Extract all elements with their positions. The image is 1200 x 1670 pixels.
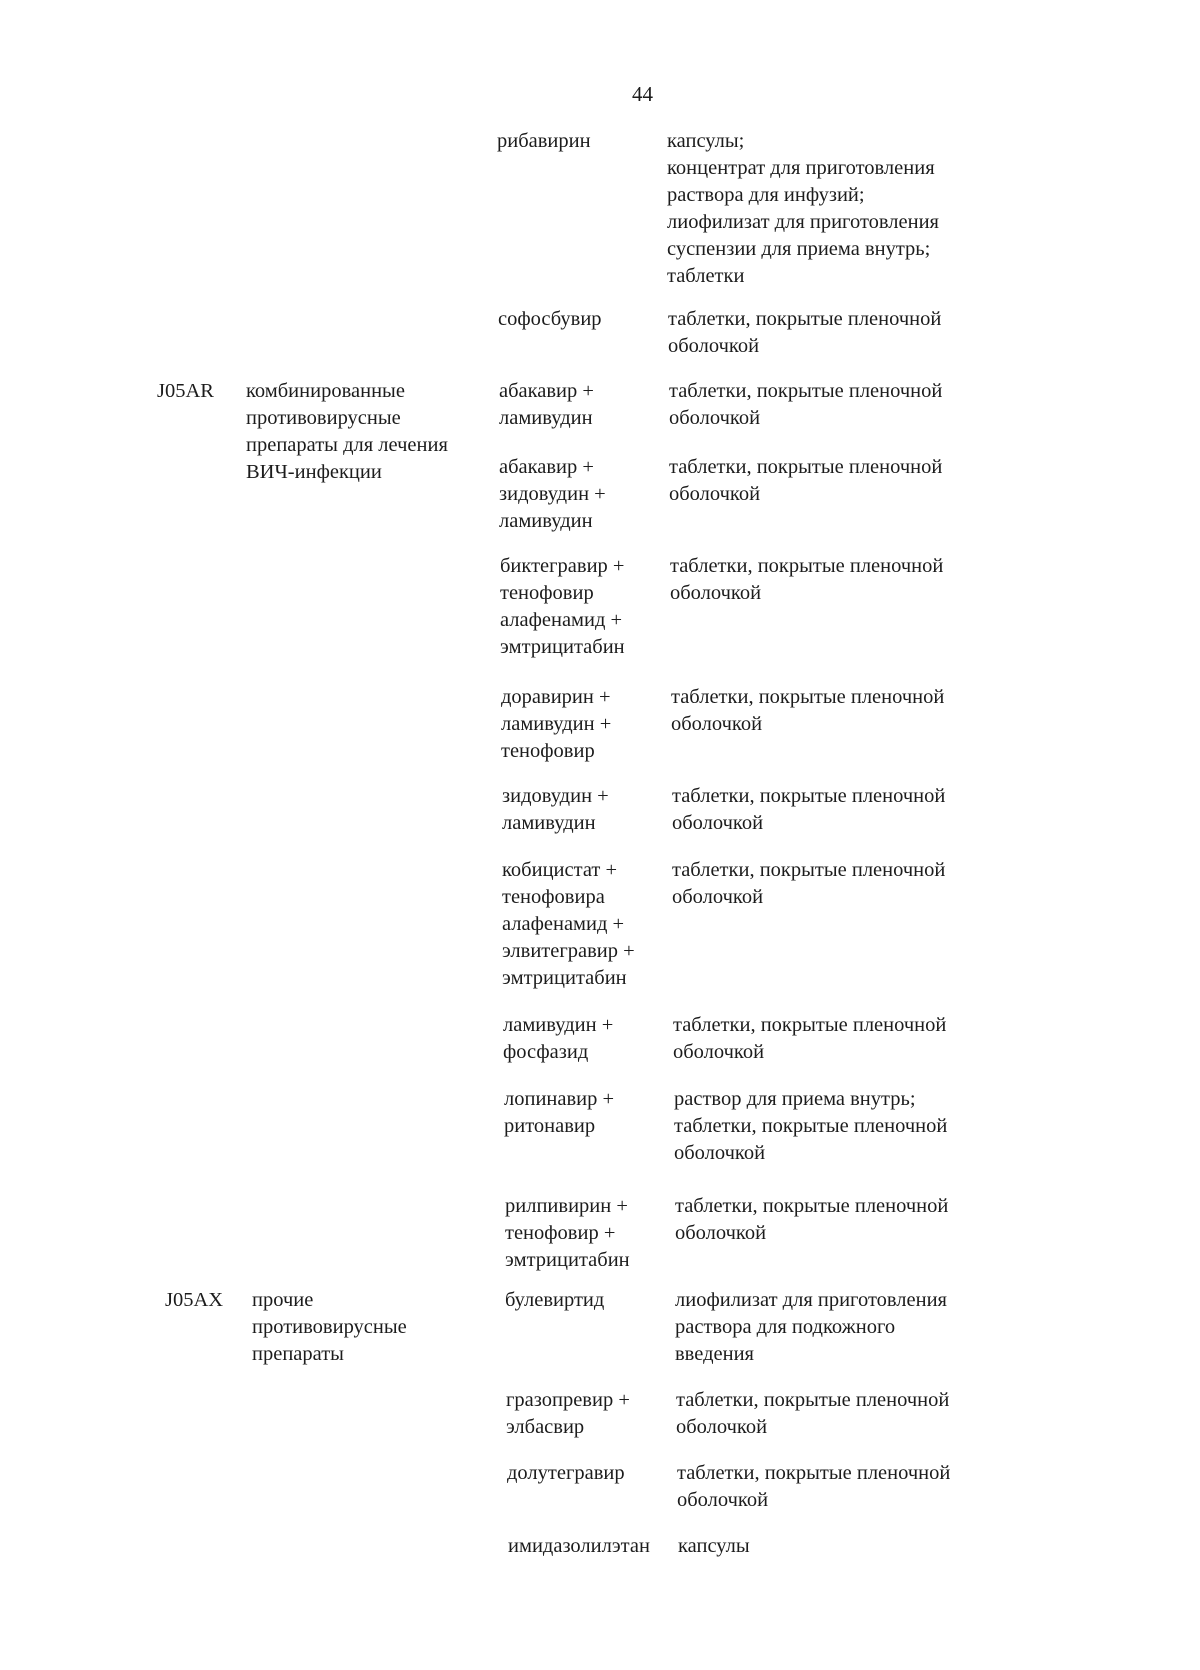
dosage-form: лиофилизат для приготовления раствора для подкожного введения [675, 1289, 947, 1365]
dosage-form: таблетки, покрытые пленочной оболочкой [669, 380, 943, 429]
drug-name: рибавирин [497, 130, 591, 152]
drug-name: софосбувир [498, 308, 602, 330]
dosage-form: капсулы [678, 1535, 750, 1557]
drug-name: имидазолилэтан [508, 1535, 650, 1557]
dosage-form: таблетки, покрытые пленочной оболочкой [668, 308, 942, 357]
drug-name: ламивудин + фосфазид [503, 1014, 614, 1063]
drug-name: лопинавир + ритонавир [504, 1088, 615, 1137]
drug-name: гразопревир + элбасвир [506, 1389, 630, 1438]
drug-name: кобицистат + тенофовира алафенамид + элвитегравир + эмтрицитабин [502, 859, 635, 989]
dosage-form: раствор для приема внутрь; таблетки, покрытые пленочной оболочкой [674, 1088, 948, 1164]
dosage-form: таблетки, покрытые пленочной оболочкой [675, 1195, 949, 1244]
pharmacological-group: прочие противовирусные препараты [252, 1289, 407, 1365]
atc-code: J05AX [165, 1289, 224, 1311]
pharmacological-group: комбинированные противовирусные препараты для лечения ВИЧ-инфекции [246, 380, 448, 483]
page-number: 44 [632, 82, 653, 106]
dosage-form: капсулы; концентрат для приготовления раствора для инфузий; лиофилизат для приготовления суспензии для приема внутрь; таблетки [667, 130, 939, 287]
drug-name: булевиртид [505, 1289, 605, 1311]
dosage-form: таблетки, покрытые пленочной оболочкой [671, 686, 945, 735]
drug-name: долутегравир [507, 1462, 625, 1484]
dosage-form: таблетки, покрытые пленочной оболочкой [672, 785, 946, 834]
atc-code: J05AR [157, 380, 214, 402]
dosage-form: таблетки, покрытые пленочной оболочкой [669, 456, 943, 505]
dosage-form: таблетки, покрытые пленочной оболочкой [677, 1462, 951, 1511]
drug-name: рилпивирин + тенофовир + эмтрицитабин [505, 1195, 630, 1271]
drug-name: абакавир + ламивудин [499, 380, 594, 429]
drug-name: биктегравир + тенофовир алафенамид + эмтрицитабин [500, 555, 625, 658]
dosage-form: таблетки, покрытые пленочной оболочкой [670, 555, 944, 604]
drug-name: доравирин + ламивудин + тенофовир [501, 686, 612, 762]
drug-name: абакавир + зидовудин + ламивудин [499, 456, 606, 532]
drug-name: зидовудин + ламивудин [502, 785, 609, 834]
dosage-form: таблетки, покрытые пленочной оболочкой [673, 1014, 947, 1063]
dosage-form: таблетки, покрытые пленочной оболочкой [676, 1389, 950, 1438]
dosage-form: таблетки, покрытые пленочной оболочкой [672, 859, 946, 908]
